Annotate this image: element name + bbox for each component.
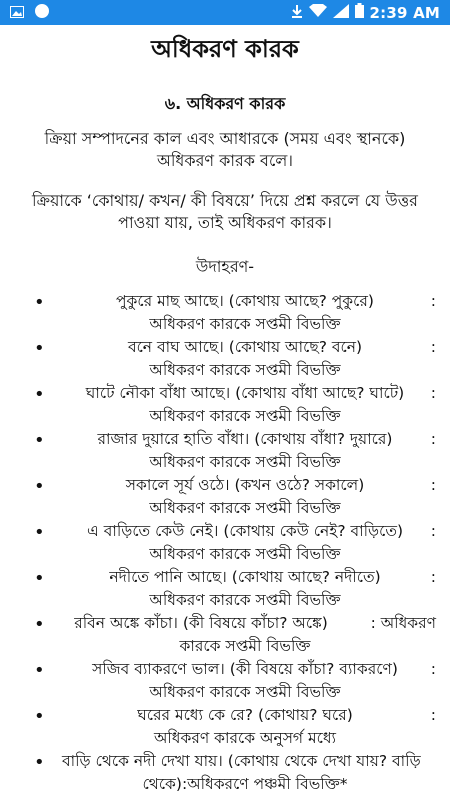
example-line2: অধিকরণ কারকে সপ্তমী বিভক্তি — [149, 361, 341, 379]
example-line2: অধিকরণ কারকে সপ্তমী বিভক্তি — [149, 683, 341, 701]
example-colon: : — [430, 568, 436, 586]
bullet-icon: • — [34, 706, 45, 727]
list-item — [0, 520, 450, 566]
example-line2: কারকে সপ্তমী বিভক্তি — [179, 637, 311, 655]
example-colon: : — [430, 292, 436, 310]
status-right — [291, 3, 450, 22]
example-line2: অধিকরণ কারকে সপ্তমী বিভক্তি — [149, 453, 341, 471]
bullet-icon: • — [34, 568, 45, 589]
example-line1: সকালে সূর্য ওঠে। (কখন ওঠে? সকালে) — [125, 476, 365, 494]
examples-label: উদাহরণ- — [195, 257, 255, 276]
list-item — [0, 750, 450, 796]
examples-list — [0, 290, 450, 796]
example-colon: : — [430, 706, 436, 724]
wifi-icon — [309, 4, 327, 22]
list-item — [0, 612, 450, 658]
example-colon: : অধিকরণ — [370, 614, 436, 632]
bullet-icon: • — [34, 660, 45, 681]
bullet-icon: • — [34, 430, 45, 451]
section-heading: ৬. অধিকরণ কারক — [164, 94, 286, 113]
list-item — [0, 428, 450, 474]
bullet-icon: • — [34, 522, 45, 543]
example-line1: সজিব ব্যাকরণে ভাল। (কী বিষয়ে কাঁচা? ব্যাকরণে) — [92, 660, 398, 678]
list-item — [0, 290, 450, 336]
example-colon: : — [430, 660, 436, 678]
bullet-icon: • — [34, 384, 45, 405]
example-line1: ঘরের মধ্যে কে রে? (কোথায়? ঘরে) — [137, 706, 353, 724]
circle-icon — [34, 3, 50, 23]
download-icon — [291, 4, 303, 22]
list-item — [0, 382, 450, 428]
list-item — [0, 658, 450, 704]
example-colon: : — [430, 338, 436, 356]
status-left — [0, 3, 50, 23]
signal-icon — [333, 4, 349, 22]
definition-paragraph: ক্রিয়া সম্পাদনের কাল এবং আধারকে (সময় এবং স্থানকে) অধিকরণ কারক বলে। — [44, 129, 406, 170]
example-line1: নদীতে পানি আছে। (কোথায় আছে? নদীতে) — [109, 568, 381, 586]
list-item — [0, 336, 450, 382]
example-colon: : — [430, 384, 436, 402]
example-line1: রাজার দুয়ারে হাতি বাঁধা। (কোথায় বাঁধা? দুয়ারে) — [97, 430, 393, 448]
bullet-icon: • — [34, 292, 45, 313]
example-line2: থেকে):অধিকরণে পঞ্চমী বিভক্তি* — [142, 775, 348, 793]
example-line2: অধিকরণ কারকে অনুসর্গ মধ্যে — [153, 729, 337, 747]
bullet-icon: • — [34, 338, 45, 359]
battery-icon — [355, 3, 364, 22]
example-line1: বাড়ি থেকে নদী দেখা যায়। (কোথায় থেকে দেখা যায়? বাড়ি — [62, 752, 421, 770]
example-line2: অধিকরণ কারকে সপ্তমী বিভক্তি — [149, 545, 341, 563]
image-icon — [10, 3, 24, 22]
example-line1: বনে বাঘ আছে। (কোথায় আছে? বনে) — [127, 338, 363, 356]
page-title: অধিকরণ কারক — [151, 35, 299, 63]
example-colon: : — [430, 522, 436, 540]
status-time: 2:39 AM — [369, 3, 440, 22]
bullet-icon: • — [34, 476, 45, 497]
list-item — [0, 566, 450, 612]
question-paragraph: ক্রিয়াকে ‘কোথায়/ কখন/ কী বিষয়ে’ দিয়ে প্রশ্ন করলে যে উত্তর পাওয়া যায়, তাই অধিকরণ কারক। — [32, 191, 418, 232]
example-colon: : — [430, 430, 436, 448]
example-line1: এ বাড়িতে কেউ নেই। (কোথায় কেউ নেই? বাড়িতে) — [86, 522, 403, 540]
bullet-icon: • — [34, 752, 45, 773]
example-line2: অধিকরণ কারকে সপ্তমী বিভক্তি — [149, 499, 341, 517]
list-item — [0, 704, 450, 750]
example-line2: অধিকরণ কারকে সপ্তমী বিভক্তি — [149, 315, 341, 333]
example-line2: অধিকরণ কারকে সপ্তমী বিভক্তি — [149, 407, 341, 425]
example-line2: অধিকরণ কারকে সপ্তমী বিভক্তি — [149, 591, 341, 609]
example-colon: : — [430, 476, 436, 494]
example-line1: পুকুরে মাছ আছে। (কোথায় আছে? পুকুরে) — [116, 292, 374, 310]
list-item — [0, 474, 450, 520]
status-bar — [0, 0, 450, 25]
example-line1: ঘাটে নৌকা বাঁধা আছে। (কোথায় বাঁধা আছে? ঘাটে) — [85, 384, 405, 402]
example-line1: রবিন অঙ্কে কাঁচা। (কী বিষয়ে কাঁচা? অঙ্কে) — [74, 614, 328, 632]
bullet-icon: • — [34, 614, 45, 635]
